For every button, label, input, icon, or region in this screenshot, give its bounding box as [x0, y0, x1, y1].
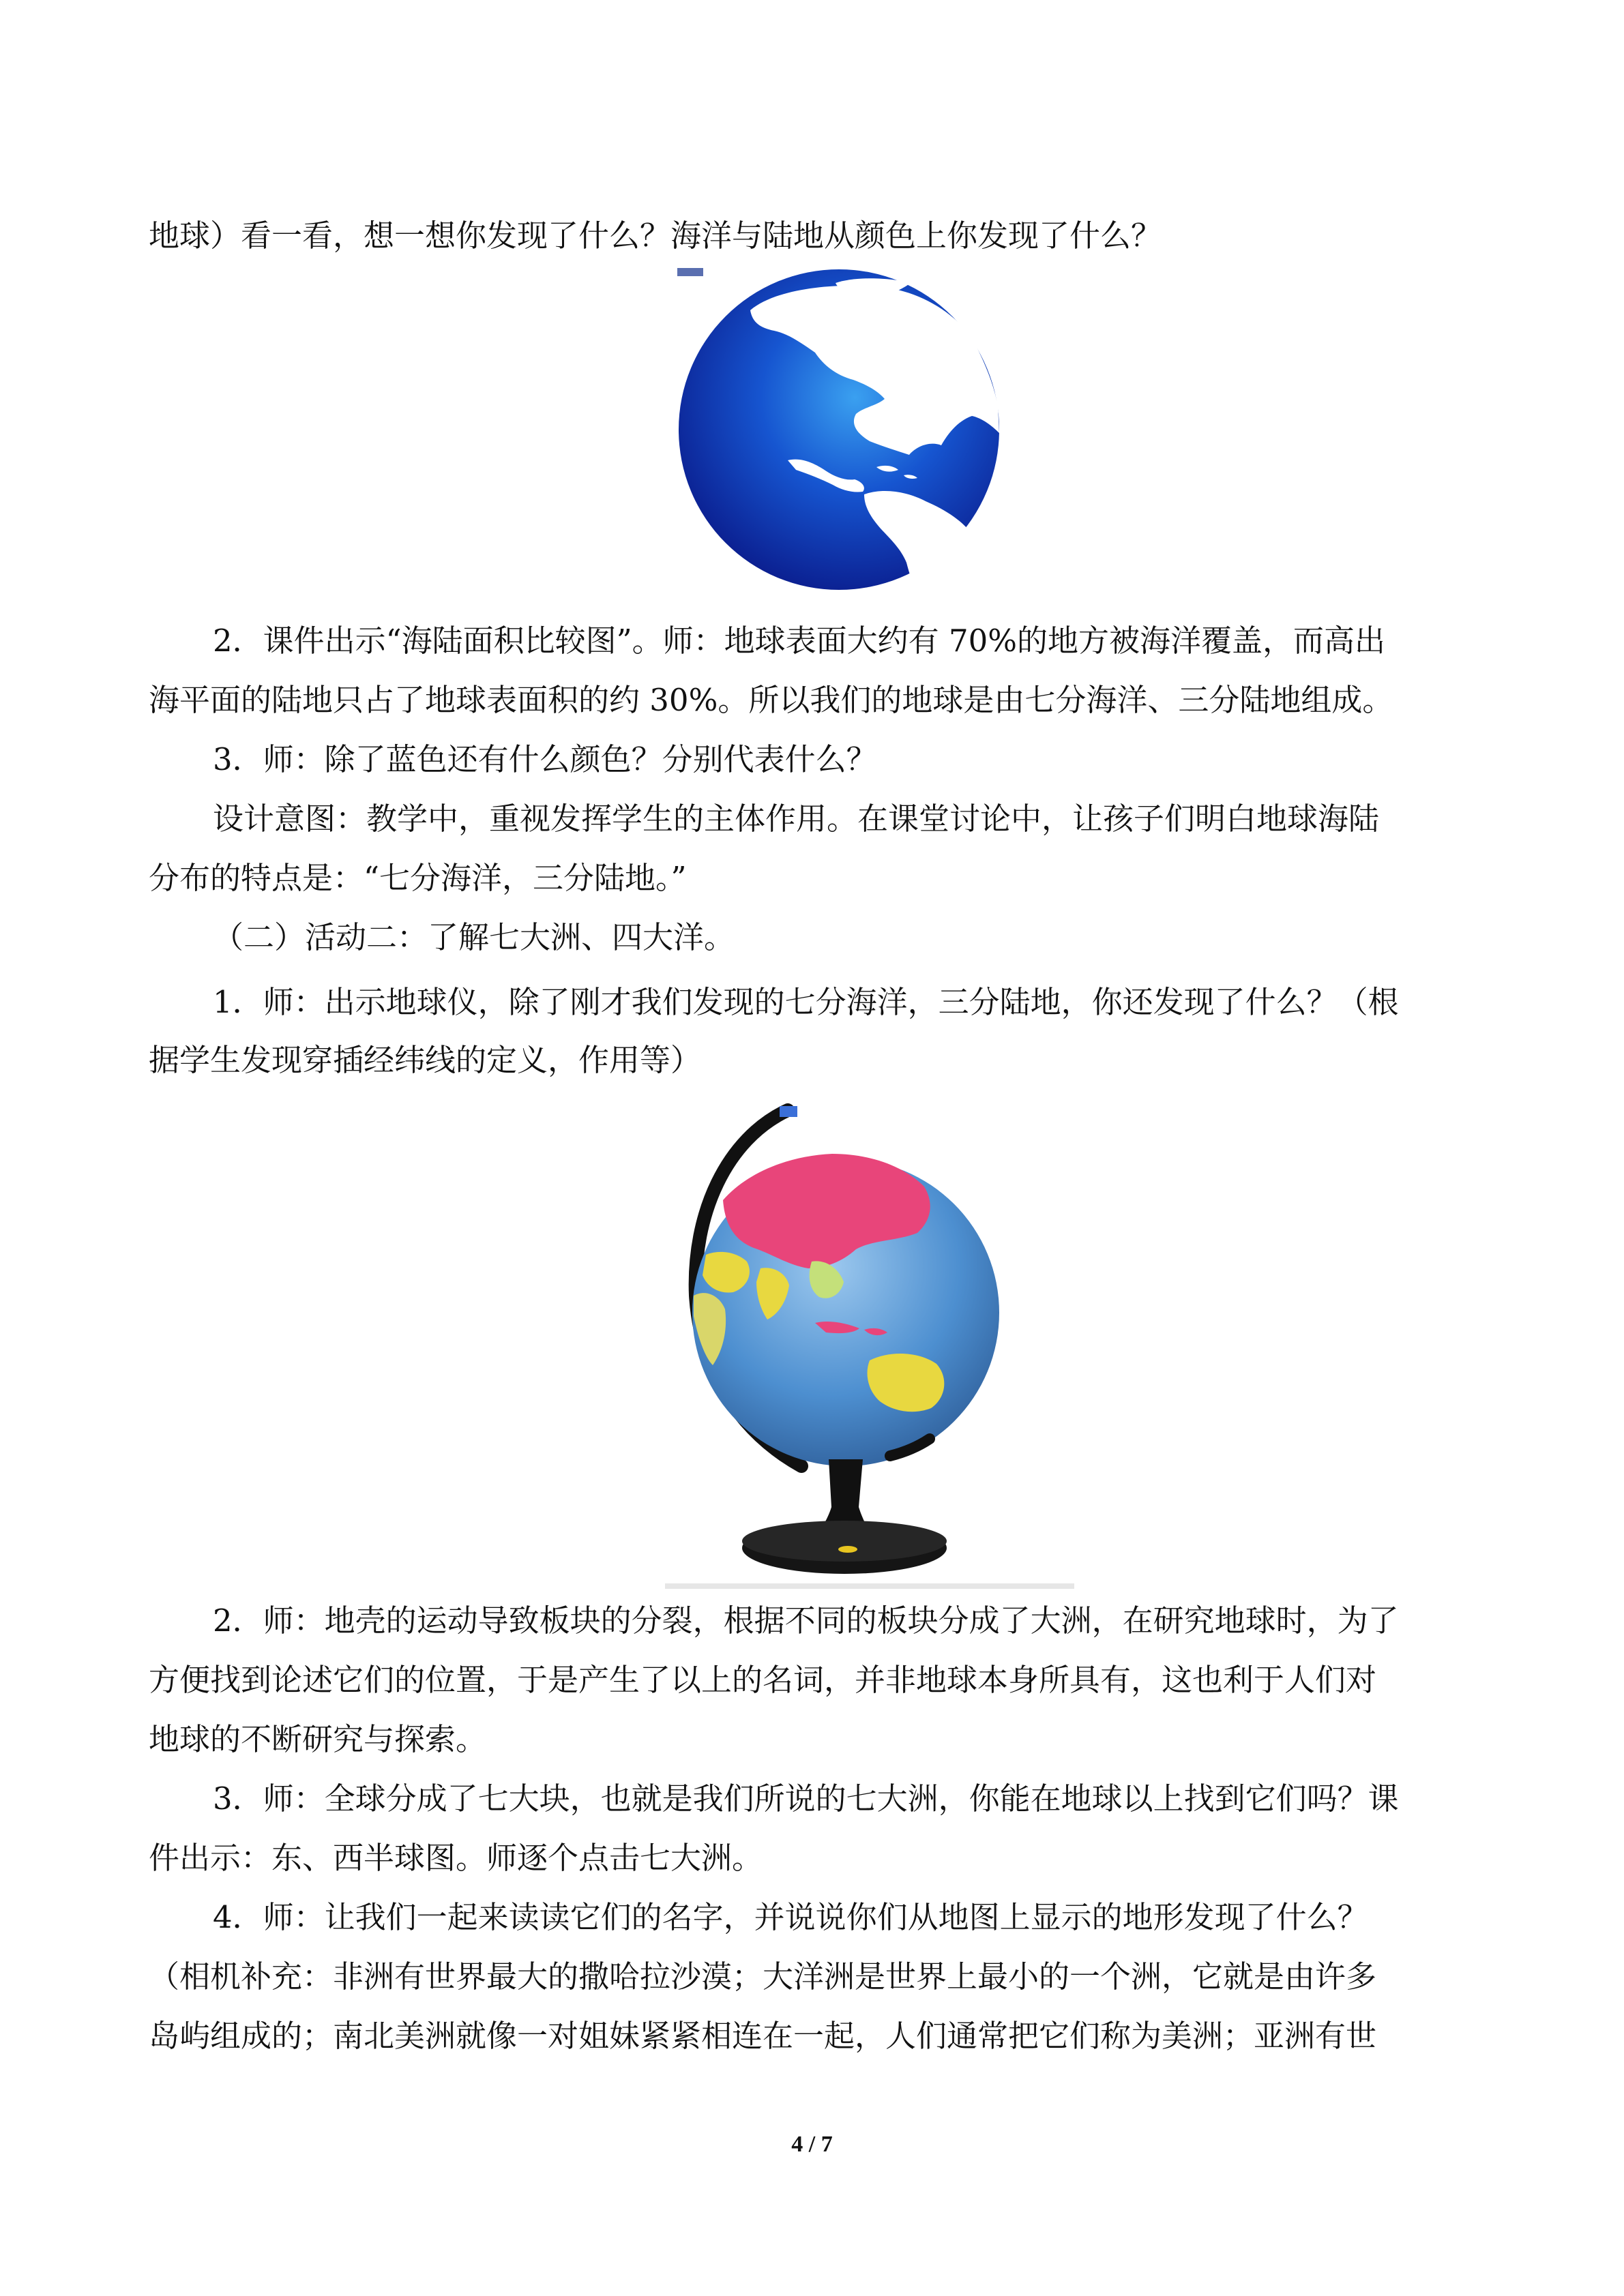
text-line: 海平面的陆地只占了地球表面积的约 30%。所以我们的地球是由七分海洋、三分陆地组成。	[149, 682, 1393, 718]
text-line: 3．师：除了蓝色还有什么颜色？分别代表什么？	[213, 741, 877, 777]
text-line: 3．师：全球分成了七大块，也就是我们所说的七大洲，你能在地球以上找到它们吗？课	[213, 1780, 1399, 1817]
text-line: （二）活动二：了解七大洲、四大洋。	[213, 919, 735, 955]
text-line: 据学生发现穿插经纬线的定义，作用等）	[149, 1042, 702, 1078]
text-line: 设计意图：教学中，重视发挥学生的主体作用。在课堂讨论中，让孩子们明白地球海陆	[213, 801, 1380, 837]
text-line: 件出示：东、西半球图。师逐个点击七大洲。	[149, 1840, 763, 1876]
desk-globe-image	[665, 1098, 1095, 1596]
base-label	[838, 1546, 857, 1553]
text-line: 地球的不断研究与探索。	[149, 1721, 487, 1757]
text-line: 方便找到论述它们的位置，于是产生了以上的名词，并非地球本身所具有，这也利于人们对	[149, 1662, 1377, 1698]
stand-base-top	[742, 1521, 947, 1562]
arc-cap	[780, 1106, 797, 1117]
small-marker	[677, 268, 703, 276]
page-number: 4 / 7	[791, 2132, 833, 2157]
text-line: 4．师：让我们一起来读读它们的名字，并说说你们从地图上显示的地形发现了什么？	[213, 1899, 1368, 1935]
text-line: 2．师：地壳的运动导致板块的分裂，根据不同的板块分成了大洲，在研究地球时，为了	[213, 1602, 1399, 1639]
earth-globe-image	[672, 263, 1006, 590]
text-line: 岛屿组成的；南北美洲就像一对姐妹紧紧相连在一起，人们通常把它们称为美洲；亚洲有世	[149, 2018, 1377, 2054]
watermark-strip	[665, 1583, 1074, 1589]
text-line: 1．师：出示地球仪，除了刚才我们发现的七分海洋，三分陆地，你还发现了什么？（根	[213, 984, 1399, 1020]
text-line: 分布的特点是：“七分海洋，三分陆地。”	[149, 860, 687, 896]
text-line: 地球）看一看，想一想你发现了什么？海洋与陆地从颜色上你发现了什么？	[149, 218, 1162, 254]
text-line: （相机补充：非洲有世界最大的撒哈拉沙漠；大洋洲是世界上最小的一个洲，它就是由许多	[149, 1958, 1377, 1995]
text-line: 2．课件出示“海陆面积比较图”。师：地球表面大约有 70%的地方被海洋覆盖，而高出	[213, 623, 1385, 659]
